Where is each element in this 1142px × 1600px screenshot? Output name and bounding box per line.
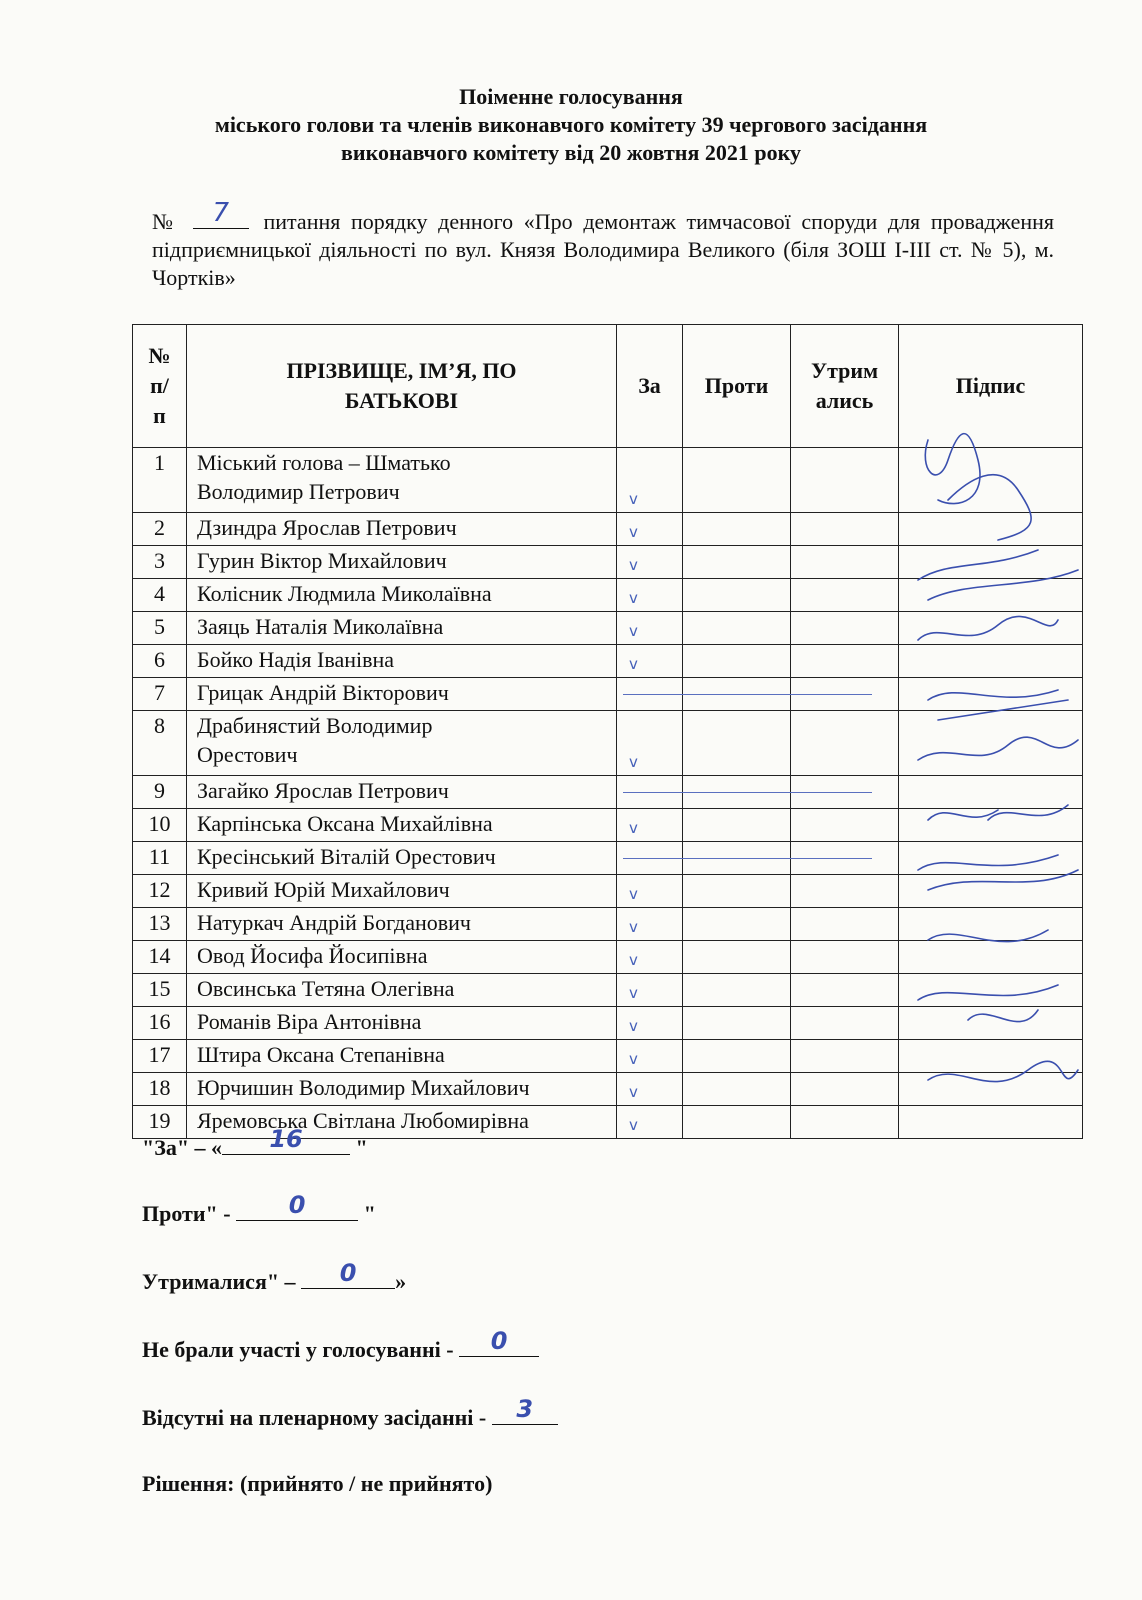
vote-against-cell[interactable]	[683, 941, 791, 974]
checkmark-icon: v	[629, 490, 638, 508]
vote-against-cell[interactable]	[683, 776, 791, 809]
row-number: 1	[133, 448, 187, 513]
vote-abstain-cell[interactable]	[791, 809, 899, 842]
checkmark-icon: v	[629, 589, 638, 607]
vote-abstain-cell[interactable]	[791, 678, 899, 711]
vote-abstain-cell[interactable]	[791, 875, 899, 908]
summary-for-blank[interactable]	[222, 1125, 350, 1155]
row-number: 18	[133, 1073, 187, 1106]
vote-abstain-cell[interactable]	[791, 612, 899, 645]
title-line-1: Поіменне голосування	[459, 84, 683, 109]
summary-absent: Відсутні на пленарному засіданні - 3	[142, 1402, 558, 1432]
vote-for-cell[interactable]	[617, 678, 683, 711]
row-number: 15	[133, 974, 187, 1007]
vote-abstain-cell[interactable]	[791, 1073, 899, 1106]
member-name: Овсинська Тетяна Олегівна	[187, 974, 617, 1007]
vote-for-cell[interactable]	[617, 448, 683, 513]
vote-for-cell[interactable]	[617, 908, 683, 941]
vote-against-cell[interactable]	[683, 612, 791, 645]
member-name: Дзиндра Ярослав Петрович	[187, 513, 617, 546]
member-name: Натуркач Андрій Богданович	[187, 908, 617, 941]
summary-absent-blank[interactable]	[492, 1395, 558, 1425]
summary-for-value: 16	[269, 1125, 303, 1153]
member-name: Заяць Наталія Миколаївна	[187, 612, 617, 645]
checkmark-icon: v	[629, 523, 638, 541]
summary-not-voted: Не брали участі у голосуванні - 0	[142, 1334, 539, 1364]
title-line-3: виконавчого комітету від 20 жовтня 2021 року	[341, 140, 801, 165]
vote-for-cell[interactable]	[617, 513, 683, 546]
header-for: За	[617, 325, 683, 448]
row-number: 8	[133, 711, 187, 776]
agenda-number-prefix: №	[152, 209, 179, 234]
vote-for-cell[interactable]	[617, 1106, 683, 1139]
checkmark-icon: v	[629, 1116, 638, 1134]
summary-abstain-value: 0	[339, 1259, 357, 1287]
vote-abstain-cell[interactable]	[791, 776, 899, 809]
member-name: Карпінська Оксана Михайлівна	[187, 809, 617, 842]
checkmark-icon: v	[629, 1050, 638, 1068]
vote-abstain-cell[interactable]	[791, 941, 899, 974]
vote-for-cell[interactable]	[617, 711, 683, 776]
vote-against-cell[interactable]	[683, 842, 791, 875]
vote-against-cell[interactable]	[683, 809, 791, 842]
vote-abstain-cell[interactable]	[791, 1007, 899, 1040]
vote-abstain-cell[interactable]	[791, 448, 899, 513]
summary-not-voted-value: 0	[490, 1327, 508, 1355]
member-name: Міський голова – Шматько Володимир Петрович	[187, 448, 617, 513]
signatures-handwritten	[908, 400, 1098, 1130]
row-number: 4	[133, 579, 187, 612]
agenda-item	[152, 198, 1055, 292]
vote-against-cell[interactable]	[683, 513, 791, 546]
member-name: Кривий Юрій Михайлович	[187, 875, 617, 908]
row-number: 6	[133, 645, 187, 678]
vote-for-cell[interactable]	[617, 612, 683, 645]
vote-for-cell[interactable]	[617, 1040, 683, 1073]
agenda-text: питання порядку денного «Про демонтаж тимчасової споруди для провадження підприємницької діяльності по вул. Князя Володимира Великого (біля ЗОШ І-ІІІ ст. № 5), м. Чортків»	[152, 209, 1055, 290]
checkmark-icon: v	[629, 655, 638, 673]
row-number: 3	[133, 546, 187, 579]
vote-for-cell[interactable]	[617, 974, 683, 1007]
vote-abstain-cell[interactable]	[791, 1040, 899, 1073]
vote-for-cell[interactable]	[617, 645, 683, 678]
checkmark-icon: v	[629, 918, 638, 936]
header-abstain: Утрим ались	[791, 325, 899, 448]
summary-for: "За" – « 16 "	[142, 1125, 368, 1160]
vote-against-cell[interactable]	[683, 678, 791, 711]
row-number: 10	[133, 809, 187, 842]
vote-abstain-cell[interactable]	[791, 513, 899, 546]
summary-against-value: 0	[288, 1191, 306, 1219]
checkmark-icon: v	[629, 1083, 638, 1101]
row-number: 19	[133, 1106, 187, 1139]
vote-against-cell[interactable]	[683, 1073, 791, 1106]
member-name: Колісник Людмила Миколаївна	[187, 579, 617, 612]
vote-for-cell[interactable]	[617, 579, 683, 612]
row-number: 9	[133, 776, 187, 809]
checkmark-icon: v	[629, 951, 638, 969]
summary-against: Проти" - 0 "	[142, 1191, 376, 1226]
row-number: 2	[133, 513, 187, 546]
header-against: Проти	[683, 325, 791, 448]
vote-against-cell[interactable]	[683, 448, 791, 513]
row-number: 14	[133, 941, 187, 974]
checkmark-icon: v	[629, 984, 638, 1002]
member-name: Грицак Андрій Вікторович	[187, 678, 617, 711]
row-number: 16	[133, 1007, 187, 1040]
vote-abstain-cell[interactable]	[791, 579, 899, 612]
member-name: Загайко Ярослав Петрович	[187, 776, 617, 809]
summary-absent-value: 3	[516, 1395, 534, 1423]
vote-against-cell[interactable]	[683, 711, 791, 776]
vote-against-cell[interactable]	[683, 1106, 791, 1139]
checkmark-icon: v	[629, 1017, 638, 1035]
vote-for-cell[interactable]	[617, 546, 683, 579]
vote-against-cell[interactable]	[683, 908, 791, 941]
summary-abstain-blank[interactable]	[301, 1259, 395, 1289]
vote-for-cell[interactable]	[617, 842, 683, 875]
title-line-2: міського голови та членів виконавчого комітету 39 чергового засідання	[214, 112, 928, 137]
member-name: Овод Йосифа Йосипівна	[187, 941, 617, 974]
vote-abstain-cell[interactable]	[791, 974, 899, 1007]
header-name: ПРІЗВИЩЕ, ІМ’Я, ПО БАТЬКОВІ	[187, 325, 617, 448]
summary-against-blank[interactable]	[236, 1191, 358, 1221]
checkmark-icon: v	[629, 556, 638, 574]
vote-against-cell[interactable]	[683, 546, 791, 579]
vote-abstain-cell[interactable]	[791, 842, 899, 875]
document-title	[0, 83, 1142, 167]
vote-abstain-cell[interactable]	[791, 645, 899, 678]
row-number: 13	[133, 908, 187, 941]
vote-for-cell[interactable]	[617, 1073, 683, 1106]
vote-abstain-cell[interactable]	[791, 711, 899, 776]
vote-against-cell[interactable]	[683, 1007, 791, 1040]
row-number: 12	[133, 875, 187, 908]
row-number: 5	[133, 612, 187, 645]
checkmark-icon: v	[629, 753, 638, 771]
member-name: Кресінський Віталій Орестович	[187, 842, 617, 875]
member-name: Романів Віра Антонівна	[187, 1007, 617, 1040]
row-number: 17	[133, 1040, 187, 1073]
vote-against-cell[interactable]	[683, 1040, 791, 1073]
member-name: Юрчишин Володимир Михайлович	[187, 1073, 617, 1106]
vote-for-cell[interactable]	[617, 776, 683, 809]
member-name: Штира Оксана Степанівна	[187, 1040, 617, 1073]
agenda-number-handwritten: 7	[212, 198, 230, 228]
vote-for-cell[interactable]	[617, 809, 683, 842]
summary-abstain: Утрималися" – 0 »	[142, 1259, 407, 1294]
summary-not-voted-blank[interactable]	[459, 1327, 539, 1357]
member-name: Драбинястий Володимир Орестович	[187, 711, 617, 776]
checkmark-icon: v	[629, 885, 638, 903]
vote-against-cell[interactable]	[683, 645, 791, 678]
vote-for-cell[interactable]	[617, 875, 683, 908]
summary-decision: Рішення: (прийнято / не прийнято)	[142, 1471, 493, 1496]
checkmark-icon: v	[629, 622, 638, 640]
vote-for-cell[interactable]	[617, 941, 683, 974]
vote-abstain-cell[interactable]	[791, 908, 899, 941]
header-signature: Підпис	[899, 325, 1083, 448]
vote-abstain-cell[interactable]	[791, 1106, 899, 1139]
agenda-number-blank[interactable]	[193, 198, 249, 229]
vote-against-cell[interactable]	[683, 875, 791, 908]
header-num: № п/ п	[133, 325, 187, 448]
row-number: 7	[133, 678, 187, 711]
checkmark-icon: v	[629, 819, 638, 837]
vote-for-cell[interactable]	[617, 1007, 683, 1040]
member-name: Яремовська Світлана Любомирівна	[187, 1106, 617, 1139]
vote-against-cell[interactable]	[683, 579, 791, 612]
member-name: Бойко Надія Іванівна	[187, 645, 617, 678]
vote-abstain-cell[interactable]	[791, 546, 899, 579]
row-number: 11	[133, 842, 187, 875]
vote-against-cell[interactable]	[683, 974, 791, 1007]
member-name: Гурин Віктор Михайлович	[187, 546, 617, 579]
